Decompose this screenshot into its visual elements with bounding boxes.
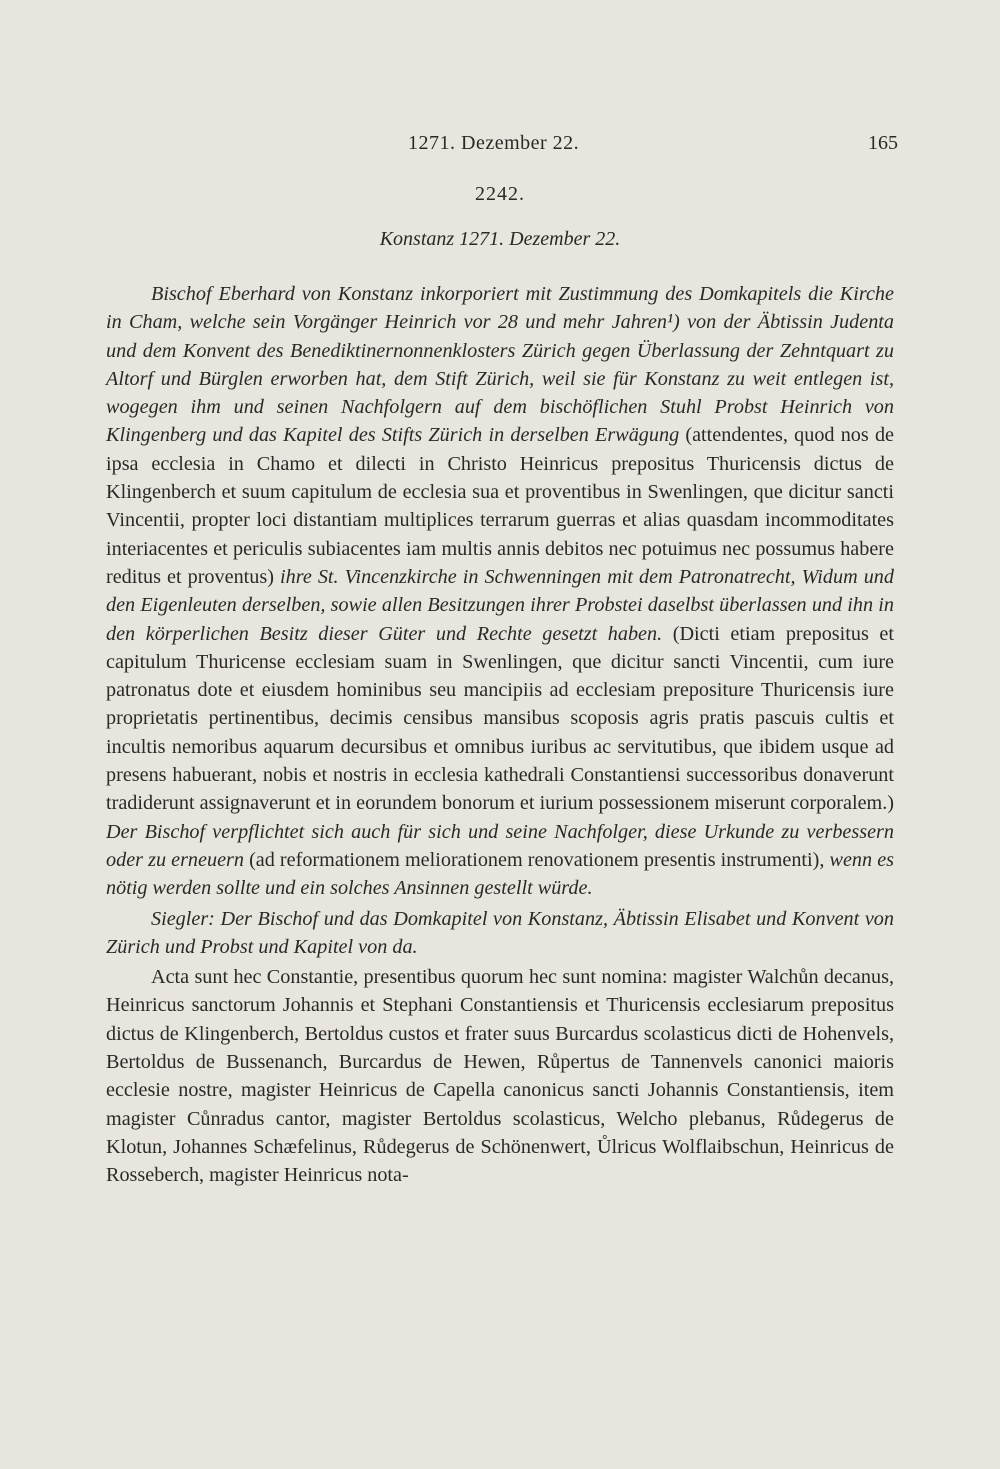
text-segment: Der Bischof verpflichtet sich auch für sich und seine Nachfolger, diese Urkunde zu verbessern oder zu erneuern (106, 820, 894, 871)
header-date: 1271. Dezember 22. (408, 132, 580, 154)
text-segment: (ad reformationem meliorationem renovationem presentis instrumenti), (244, 848, 830, 871)
place-and-date: Konstanz 1271. Dezember 22. (379, 228, 621, 250)
text-segment: wenn es nötig werden sollte und ein solches Ansinnen gestellt würde. (106, 848, 895, 900)
document-body (106, 280, 894, 1190)
text-segment: Bischof Eberhard von Konstanz inkorporiert mit Zustimmung des Domkapitels die Kirche in Cham, welche sein Vorgänger Heinrich vor 28 und mehr Jahren¹) von der Äbtissin Judenta und dem Konvent des Benediktinernonnenklosters Zürich gegen Überlassung der Zehntquart zu Altorf und Bürglen erworben hat, dem Stift Zürich, weil sie für Konstanz zu weit entlegen ist, wogegen ihm und seinen Nachfolgern auf dem bischöflichen Stuhl Probst Heinrich von Klingenberg und das Kapitel des Stifts Zürich in derselben Erwägung (106, 283, 894, 447)
text-segment: ihre St. Vincenzkirche in Schwenningen mit dem Patronatrecht, Widum und den Eigenleuten derselben, sowie allen Besitzungen ihrer Probstei daselbst überlassen und ihn in den körperlichen Besitz dieser Güter und Rechte gesetzt haben. (106, 565, 894, 645)
document-number: 2242. (475, 183, 525, 205)
paragraph-siegler (106, 905, 894, 962)
page-number: 165 (868, 132, 898, 154)
text-segment: Acta sunt hec Constantie, presentibus quorum hec sunt nomina: magister Walchůn decanus, Heinricus sanctorum Johannis et Stephani Constantiensis et Thuricensis ecclesiarum prepositus dictus de Klingenberch, Bertoldus custos et frater suus Burcardus scolasticus dicti de Hohenvels, Bertoldus de Bussenanch, Burcardus de Hewen, Růpertus de Tannenvels canonici maioris ecclesie nostre, magister Heinricus de Capella canonicus sancti Johannis Constantiensis, item magister Cůnradus cantor, magister Bertoldus scolasticus, Welcho plebanus, Růdegerus de Klotun, Johannes Schæfelinus, Růdegerus de Schönenwert, Ůlricus Wolflaibschun, Heinricus de Rosseberch, magister Heinricus nota- (106, 966, 894, 1187)
text-segment: (Dicti etiam prepositus et capitulum Thuricense ecclesiam suam in Swenlingen, que dicitur sancti Vincentii, cum iure patronatus dote et eiusdem hominibus seu mancipiis ad ecclesiam prepositure Thuricensis iure proprietatis pertinentibus, decimis censibus mansibus scoposis agris pratis pascuis cultis et incultis nemoribus aquarum decursibus et omnibus iuribus ac servitutibus, que ibidem usque ad presens habuerant, nobis et nostris in ecclesia kathedrali Constantiensi successoribus donaverunt tradiderunt assignaverunt et in eorundem bonorum et iurium possessionem miserunt corporalem.) (106, 622, 894, 815)
paragraph-acta (106, 963, 894, 1189)
text-segment: (attendentes, quod nos de ipsa ecclesia in Chamo et dilecti in Christo Heinricus prepositus Thuricensis dictus de Klingenberch et suum capitulum de ecclesia sua et proventibus in Swenlingen, que dicitur sancti Vincentii, propter loci distantiam multiplices terrarum guerras et alias quasdam incommoditates interiacentes et periculis subiacentes iam multis annis debitos nec potuimus nec possumus habere reditus et proventus) (106, 424, 895, 588)
text-segment: Siegler: Der Bischof und das Domkapitel von Konstanz, Äbtissin Elisabet und Konvent von Zürich und Probst und Kapitel von da. (106, 907, 894, 958)
paragraph-regest (106, 280, 894, 903)
